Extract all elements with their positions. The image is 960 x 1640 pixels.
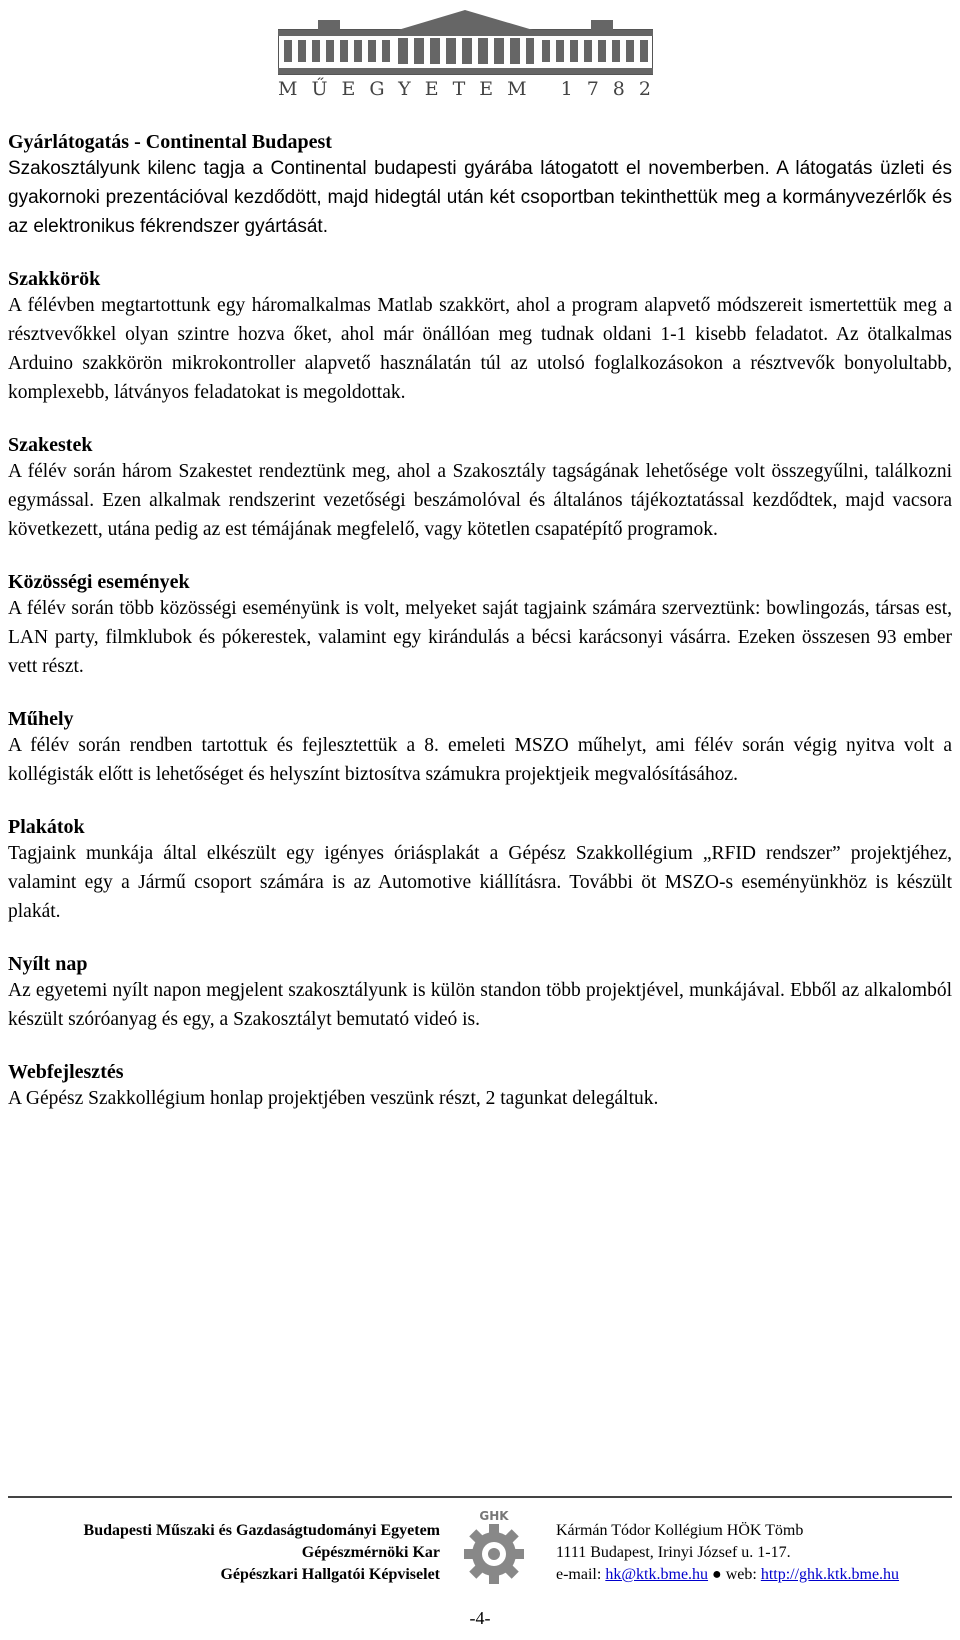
section-body: A félév során három Szakestet rendeztünk meg, ahol a Szakosztály tagságának lehetősége volt összegyűlni, találkozni egymással. Ezen alkalmak rendszerint vezetőségi beszámolóval és általános tájékoztatással kezdődtek, majd vacsora következett, utána pedig az est témájának megfelelő, vagy kötetlen csapatépítő programok. <box>8 461 952 540</box>
footer-faculty: Gépészmérnöki Kar <box>301 1544 440 1561</box>
section-gyarlatogatas <box>8 130 952 241</box>
section-title: Nyílt nap <box>8 953 88 975</box>
section-body: Tagjaink munkája által elkészült egy igényes óriásplakát a Gépész Szakkollégium „RFID rendszer” projektjéhez, valamint egy a Jármű csoport számára is az Automotive kiállításra. További öt MSZO-s eseményünkhöz is készült plakát. <box>8 843 952 922</box>
university-logo <box>278 8 665 100</box>
web-label: web: <box>725 1566 757 1583</box>
footer-address: 1111 Budapest, Irinyi József u. 1-17. <box>556 1544 791 1561</box>
section-title: Szakestek <box>8 434 93 456</box>
section-kozossegi-esemenyek <box>8 570 952 681</box>
section-body: Az egyetemi nyílt napon megjelent szakosztályunk is külön standon több projektjével, munkájával. Ebből az alkalomból készült szóróanyag és egy, a Szakosztályt bemutató videó is. <box>8 980 952 1030</box>
footer-building: Kármán Tódor Kollégium HÖK Tömb <box>556 1522 804 1539</box>
gear-icon <box>452 1504 536 1588</box>
footer-institution <box>84 1520 440 1586</box>
section-szakestek <box>8 433 952 544</box>
section-body: A félév során rendben tartottuk és fejlesztettük a 8. emeleti MSZO műhelyt, ami félév során végig nyitva volt a kollégisták előtt is lehetőséget és helyszínt biztosítva számukra projektjeik megvalósításához. <box>8 735 952 785</box>
section-title: Műhely <box>8 708 74 730</box>
footer-links <box>556 1564 899 1586</box>
ghk-logo <box>452 1504 536 1588</box>
section-title: Gyárlátogatás - Continental Budapest <box>8 131 332 153</box>
section-nyilt-nap <box>8 952 952 1034</box>
building-icon <box>278 8 653 76</box>
bullet-separator: ● <box>712 1566 722 1583</box>
page-number: -4- <box>469 1608 491 1628</box>
footer-council: Gépészkari Hallgatói Képviselet <box>220 1566 440 1583</box>
section-body: A félév során több közösségi eseményünk is volt, melyeket saját tagjaink számára szerveztünk: bowlingozás, társas est, LAN party, filmklubok és pókerestek, valamint egy kirándulás a bécsi karácsonyi vásárra. Ezeken összesen 93 ember vett részt. <box>8 598 952 677</box>
email-link[interactable]: hk@ktk.bme.hu <box>605 1566 709 1583</box>
logo-caption: MŰEGYETEM 1782 <box>278 78 665 100</box>
section-plakatok <box>8 815 952 926</box>
section-muhely <box>8 707 952 789</box>
footer-university: Budapesti Műszaki és Gazdaságtudományi Egyetem <box>83 1522 440 1539</box>
section-body: Szakosztályunk kilenc tagja a Continental budapesti gyárába látogatott el novemberben. A látogatás üzleti és gyakornoki prezentációval kezdődött, majd hidegtál után két csoportban tekinthettük meg a kormányvezérlők és az elektronikus fékrendszer gyártását. <box>8 158 952 237</box>
email-label: e-mail: <box>556 1566 602 1583</box>
section-webfejlesztes <box>8 1060 952 1113</box>
logo-text: GHK <box>479 1509 509 1523</box>
section-title: Szakkörök <box>8 268 101 290</box>
section-szakkorok <box>8 267 952 407</box>
section-title: Plakátok <box>8 816 85 838</box>
footer <box>0 1502 960 1592</box>
footer-contact <box>556 1520 899 1586</box>
document-body <box>8 130 952 1139</box>
section-body: A Gépész Szakkollégium honlap projektjében veszünk részt, 2 tagunkat delegáltuk. <box>8 1088 659 1109</box>
section-body: A félévben megtartottunk egy háromalkalmas Matlab szakkört, ahol a program alapvető módszereit ismertettük meg a résztvevőkkel olyan szintre hozva őket, ahol már önállóan meg tudnak oldani 1-1 kisebb feladatot. Az ötalkalmas Arduino szakkörön mikrokontroller alapvető használatán túl az utolsó foglalkozásokon a résztvevők bonyolultabb, komplexebb, látványos feladatokat is megoldottak. <box>8 295 952 403</box>
section-title: Webfejlesztés <box>8 1061 124 1083</box>
web-link[interactable]: http://ghk.ktk.bme.hu <box>760 1566 900 1583</box>
section-title: Közösségi események <box>8 571 190 593</box>
footer-divider <box>8 1496 952 1498</box>
